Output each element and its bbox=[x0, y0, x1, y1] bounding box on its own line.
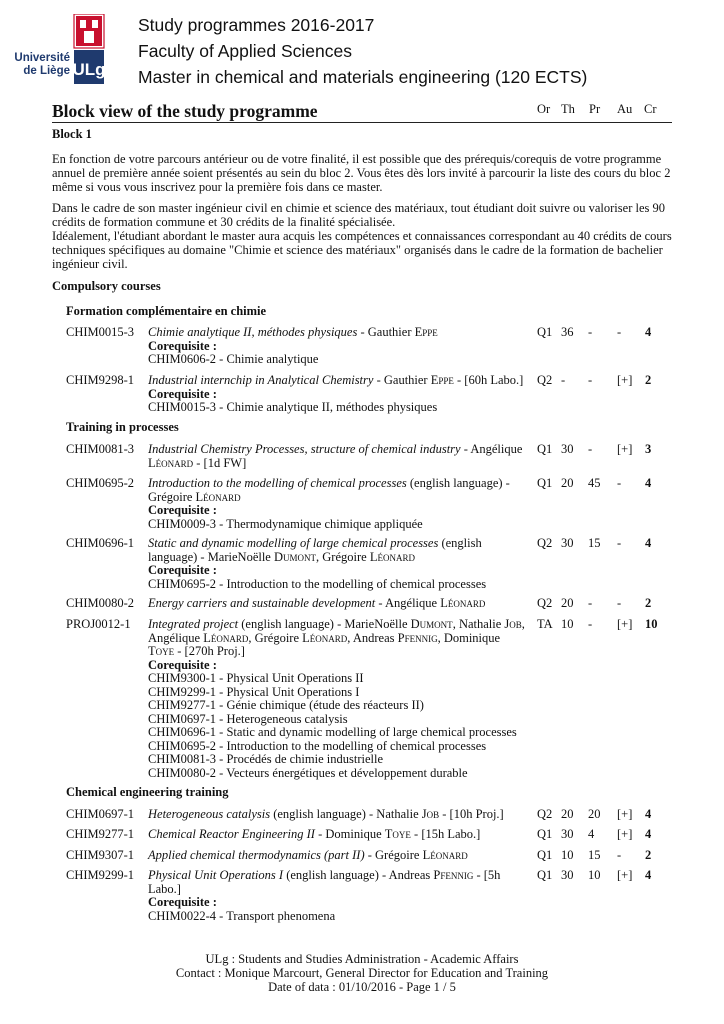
corequisite-heading: Corequisite : bbox=[148, 895, 217, 909]
course-details: (english language) - Nathalie Job - [10h Proj.] bbox=[270, 807, 504, 821]
master-name: Master in chemical and materials engineering (120 ECTS) bbox=[138, 67, 588, 87]
course-code: CHIM9299-1 bbox=[66, 868, 135, 882]
corequisite-item: CHIM9299-1 - Physical Unit Operations I bbox=[148, 684, 360, 699]
course-description bbox=[148, 869, 526, 923]
programme-year: Study programmes 2016-2017 bbox=[138, 15, 375, 35]
course-details: (english language) - MarieNoëlle Dumont, Grégoire Léonard bbox=[148, 536, 482, 564]
course-description bbox=[148, 828, 526, 842]
course-credits: 2 bbox=[645, 848, 652, 862]
footer-line: Contact : Monique Marcourt, General Director for Education and Training bbox=[175, 966, 549, 980]
section-heading: Training in processes bbox=[66, 420, 179, 434]
course-code: CHIM0080-2 bbox=[66, 596, 135, 610]
corequisite-heading: Corequisite : bbox=[148, 386, 217, 401]
corequisite-item: CHIM0081-3 - Procédés de chimie industrielle bbox=[148, 752, 384, 766]
course-practice-hours: 10 bbox=[588, 868, 601, 882]
section-heading: Chemical engineering training bbox=[66, 785, 229, 799]
course-theory-hours: 30 bbox=[561, 868, 574, 882]
faculty-name: Faculty of Applied Sciences bbox=[138, 41, 353, 61]
course-practice-hours: 45 bbox=[588, 476, 601, 490]
course-theory-hours: 36 bbox=[561, 325, 574, 339]
course-other-hours: - bbox=[617, 536, 622, 550]
course-description bbox=[148, 374, 526, 415]
logo-mark-text: ULg bbox=[72, 60, 106, 79]
course-credits: 2 bbox=[645, 596, 652, 610]
course-period: Q2 bbox=[537, 373, 553, 387]
course-practice-hours: 15 bbox=[588, 848, 601, 862]
course-period: Q2 bbox=[537, 536, 553, 550]
course-title: Chemical Reactor Engineering II bbox=[148, 827, 315, 841]
course-credits: 4 bbox=[645, 476, 652, 490]
section-heading: Formation complémentaire en chimie bbox=[66, 304, 267, 318]
course-theory-hours: 20 bbox=[561, 807, 574, 821]
course-practice-hours: 15 bbox=[588, 536, 601, 550]
corequisite-item: CHIM0009-3 - Thermodynamique chimique appliquée bbox=[148, 516, 423, 531]
course-other-hours: - bbox=[617, 848, 622, 862]
course-title: Industrial Chemistry Processes, structure of chemical industry bbox=[148, 442, 461, 456]
course-period: Q2 bbox=[537, 596, 553, 610]
course-title: Introduction to the modelling of chemical processes bbox=[148, 476, 407, 490]
course-title: Industrial internchip in Analytical Chemistry bbox=[148, 373, 374, 387]
course-period: Q1 bbox=[537, 325, 553, 339]
course-code: CHIM9277-1 bbox=[66, 827, 135, 841]
corequisite-item: CHIM0697-1 - Heterogeneous catalysis bbox=[148, 711, 348, 726]
course-other-hours: [+] bbox=[617, 373, 633, 387]
course-practice-hours: 20 bbox=[588, 807, 601, 821]
course-credits: 4 bbox=[645, 536, 652, 550]
corequisite-item: CHIM0080-2 - Vecteurs énergétiques et développement durable bbox=[148, 765, 468, 780]
course-title: Integrated project bbox=[148, 617, 239, 631]
course-other-hours: [+] bbox=[617, 617, 633, 631]
course-code: CHIM0081-3 bbox=[66, 442, 135, 456]
course-details: - Gauthier Eppe - [60h Labo.] bbox=[373, 373, 524, 387]
ulg-logo bbox=[14, 14, 106, 84]
course-description bbox=[148, 477, 526, 531]
column-header-or: Or bbox=[537, 102, 551, 116]
course-period: Q2 bbox=[537, 807, 553, 821]
course-other-hours: - bbox=[617, 476, 622, 490]
course-title: Physical Unit Operations I bbox=[148, 868, 284, 882]
course-code: CHIM0015-3 bbox=[66, 325, 135, 339]
course-code: PROJ0012-1 bbox=[66, 617, 131, 631]
course-period: Q1 bbox=[537, 442, 553, 456]
course-description bbox=[148, 618, 526, 780]
corequisite-item: CHIM0695-2 - Introduction to the modelling of chemical processes bbox=[148, 738, 487, 753]
course-theory-hours: - bbox=[561, 373, 566, 387]
course-practice-hours: - bbox=[588, 373, 593, 387]
course-credits: 4 bbox=[645, 325, 652, 339]
course-theory-hours: 10 bbox=[561, 617, 574, 631]
course-details: - Dominique Toye - [15h Labo.] bbox=[314, 827, 481, 841]
course-other-hours: [+] bbox=[617, 442, 633, 456]
course-code: CHIM0695-2 bbox=[66, 476, 135, 490]
course-period: TA bbox=[537, 617, 553, 631]
course-description bbox=[148, 537, 526, 591]
course-theory-hours: 30 bbox=[561, 442, 574, 456]
course-practice-hours: - bbox=[588, 596, 593, 610]
course-description bbox=[148, 597, 526, 611]
logo-text-line: de Liège bbox=[23, 65, 70, 77]
course-title: Heterogeneous catalysis bbox=[148, 807, 271, 821]
course-description bbox=[148, 326, 526, 367]
intro-paragraph-3: Idéalement, l'étudiant abordant le master aura acquis les compétences et connaissances correspondant au 40 crédits de cours techniques spécifiques au domaine "Chimie et science des matériaux" organisés dans le cadre de la formation de bachelier ingénieur civil. bbox=[52, 229, 672, 271]
course-other-hours: [+] bbox=[617, 807, 633, 821]
course-title: Chimie analytique II, méthodes physiques bbox=[148, 325, 358, 339]
header-lines bbox=[138, 12, 587, 90]
course-credits: 4 bbox=[645, 827, 652, 841]
course-practice-hours: - bbox=[588, 325, 593, 339]
corequisite-heading: Corequisite : bbox=[148, 657, 217, 672]
course-period: Q1 bbox=[537, 476, 553, 490]
course-theory-hours: 30 bbox=[561, 827, 574, 841]
course-theory-hours: 20 bbox=[561, 596, 574, 610]
course-other-hours: [+] bbox=[617, 868, 633, 882]
course-description bbox=[148, 849, 526, 863]
course-period: Q1 bbox=[537, 848, 553, 862]
course-details: (english language) - Grégoire Léonard bbox=[148, 476, 510, 504]
course-practice-hours: - bbox=[588, 617, 593, 631]
intro-paragraph-2: Dans le cadre de son master ingénieur civil en chimie et science des matériaux, tout étudiant doit suivre ou valoriser les 90 crédits de formation commune et 30 crédits de la finalité spécialisée. bbox=[52, 201, 665, 229]
course-code: CHIM0696-1 bbox=[66, 536, 135, 550]
course-other-hours: - bbox=[617, 325, 622, 339]
course-credits: 4 bbox=[645, 868, 652, 882]
course-credits: 10 bbox=[645, 617, 658, 631]
course-title: Applied chemical thermodynamics (part II) bbox=[148, 848, 365, 862]
course-details: - Gauthier Eppe bbox=[357, 325, 438, 339]
corequisite-item: CHIM0015-3 - Chimie analytique II, méthodes physiques bbox=[148, 400, 438, 414]
page-title: Block view of the study programme bbox=[52, 101, 318, 121]
corequisite-heading: Corequisite : bbox=[148, 563, 217, 577]
corequisite-item: CHIM0022-4 - Transport phenomena bbox=[148, 908, 336, 923]
page-footer bbox=[0, 952, 724, 994]
corequisite-item: CHIM0695-2 - Introduction to the modelling of chemical processes bbox=[148, 576, 487, 591]
course-other-hours: [+] bbox=[617, 827, 633, 841]
column-header-pr: Pr bbox=[589, 102, 601, 116]
title-row bbox=[52, 100, 672, 123]
course-theory-hours: 10 bbox=[561, 848, 574, 862]
compulsory-courses-heading: Compulsory courses bbox=[52, 279, 161, 293]
course-title: Static and dynamic modelling of large chemical processes bbox=[148, 536, 439, 550]
course-code: CHIM9307-1 bbox=[66, 848, 135, 862]
footer-line: Date of data : 01/10/2016 - Page 1 / 5 bbox=[268, 980, 456, 994]
corequisite-heading: Corequisite : bbox=[148, 503, 217, 517]
course-practice-hours: 4 bbox=[588, 827, 595, 841]
column-header-au: Au bbox=[617, 102, 633, 116]
ulg-crest-icon bbox=[72, 14, 106, 84]
course-code: CHIM0697-1 bbox=[66, 807, 135, 821]
course-code: CHIM9298-1 bbox=[66, 373, 135, 387]
course-details: - Angélique Léonard bbox=[375, 596, 486, 610]
intro-paragraph-1: En fonction de votre parcours antérieur ou de votre finalité, il est possible que des prérequis/corequis de votre programme annuel de première année soient présentés au sein du bloc 2. Vous êtes dès lors invité à parcourir la liste des cours du bloc 2 même si vous vous inscrivez pour la première fois dans ce master. bbox=[52, 152, 671, 194]
footer-line: ULg : Students and Studies Administration - Academic Affairs bbox=[205, 952, 519, 966]
course-details: - Grégoire Léonard bbox=[364, 848, 468, 862]
course-credits: 2 bbox=[645, 373, 652, 387]
course-period: Q1 bbox=[537, 868, 553, 882]
course-description bbox=[148, 808, 526, 822]
course-details: (english language) - Andreas Pfennig - [5h Labo.] bbox=[148, 868, 501, 896]
column-header-th: Th bbox=[561, 102, 575, 116]
course-other-hours: - bbox=[617, 596, 622, 610]
corequisite-item: CHIM0606-2 - Chimie analytique bbox=[148, 352, 319, 366]
course-details: - Angélique Léonard - [1d FW] bbox=[148, 442, 523, 470]
corequisite-item: CHIM9300-1 - Physical Unit Operations II bbox=[148, 671, 364, 685]
corequisite-item: CHIM0696-1 - Static and dynamic modelling of large chemical processes bbox=[148, 725, 517, 739]
course-practice-hours: - bbox=[588, 442, 593, 456]
course-theory-hours: 30 bbox=[561, 536, 574, 550]
block-label: Block 1 bbox=[52, 127, 92, 141]
course-details: (english language) - MarieNoëlle Dumont, Nathalie Job, Angélique Léonard, Grégoire Léonard, Andreas Pfennig, Dominique Toye - [270h Proj.] bbox=[148, 617, 525, 658]
column-header-cr: Cr bbox=[644, 102, 657, 116]
course-title: Energy carriers and sustainable development bbox=[148, 596, 376, 610]
course-period: Q1 bbox=[537, 827, 553, 841]
course-theory-hours: 20 bbox=[561, 476, 574, 490]
course-credits: 3 bbox=[645, 442, 652, 456]
logo-text-line: Université bbox=[14, 52, 70, 64]
logo-text bbox=[14, 52, 70, 78]
corequisite-item: CHIM9277-1 - Génie chimique (étude des réacteurs II) bbox=[148, 698, 424, 712]
course-description bbox=[148, 443, 526, 470]
course-credits: 4 bbox=[645, 807, 652, 821]
corequisite-heading: Corequisite : bbox=[148, 338, 217, 353]
